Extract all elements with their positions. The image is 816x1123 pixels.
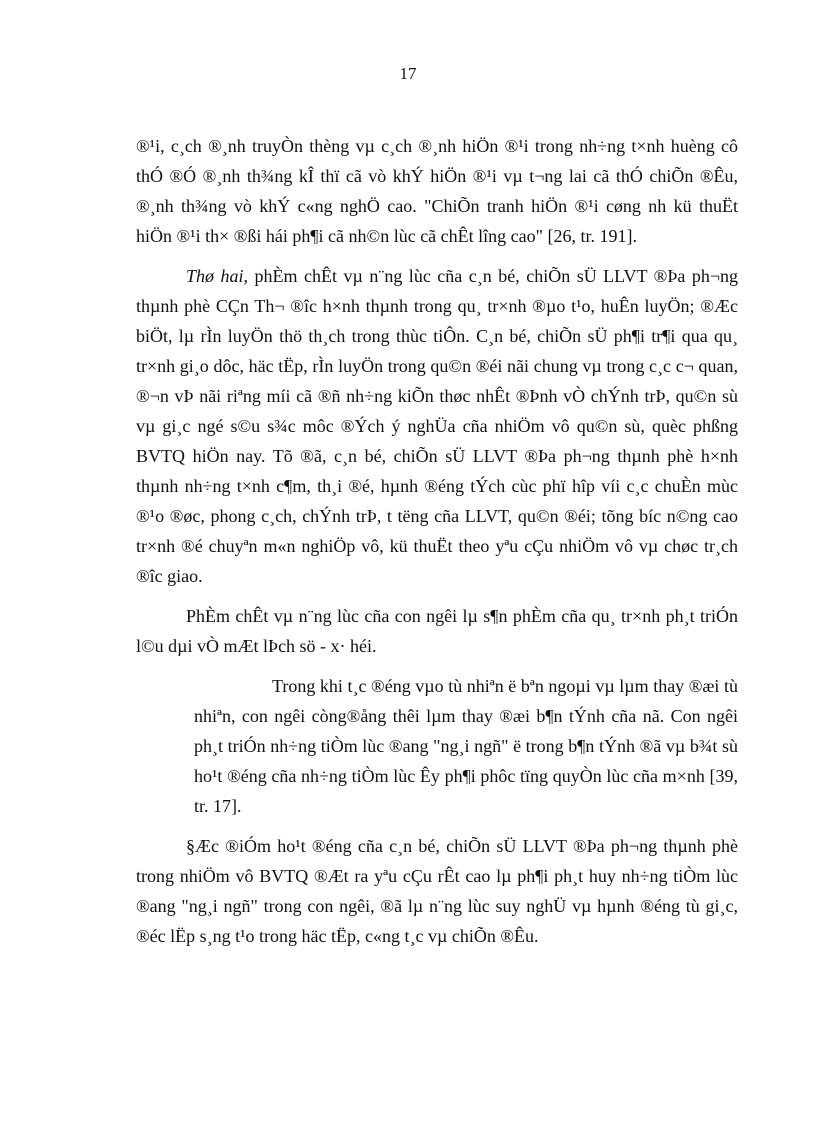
paragraph-4: §Æc ®iÓm ho¹t ®éng cña c¸n bé, chiÕn sÜ LLVT ®Þa ph¬ng thµnh phè trong nhiÖm vô BVTQ ®Æt ra yªu cÇu rÊt cao lµ ph¶i ph¸t huy nh÷ng tiÒm lùc ®ang "ng¸i ngñ" trong con ngêi, ®ã lµ n¨ng lùc suy nghÜ vµ hµnh ®éng tù gi¸c, ®éc lËp s¸ng t¹o trong häc tËp, c«ng t¸c vµ chiÕn ®Êu.	[136, 836, 738, 946]
paragraph-3: PhÈm chÊt vµ n¨ng lùc cña con ngêi lµ s¶n phÈm cña qu¸ tr×nh ph¸t triÓn l©u dµi vÒ mÆt lÞch sö - x· héi.	[136, 606, 738, 656]
page-number: 17	[399, 64, 417, 83]
paragraph-2	[136, 261, 738, 591]
paragraph-2-lead: Thø hai	[186, 266, 244, 286]
paragraph-2-body: , phÈm chÊt vµ n¨ng lùc cña c¸n bé, chiÕn sÜ LLVT ®Þa ph¬ng thµnh phè CÇn Th¬ ®îc h×nh thµnh trong qu¸ tr×nh ®µo t¹o, huÊn luyÖn; ®Æc biÖt, lµ rÌn luyÖn thö th¸ch trong thùc tiÔn. C¸n bé, chiÕn sÜ ph¶i tr¶i qua qu¸ tr×nh gi¸o dôc, häc tËp, rÌn luyÖn trong qu©n ®éi nãi chung vµ trong c¸c c¬ quan, ®¬n vÞ nãi riªng míi cã ®ñ nh÷ng kiÕn thøc nhÊt ®Þnh vÒ chÝnh trÞ, qu©n sù vµ gi¸c ngé s©u s¾c môc ®Ých ý nghÜa cña nhiÖm vô qu©n sù, quèc phßng BVTQ hiÖn nay. Tõ ®ã, c¸n bé, chiÕn sÜ LLVT ®Þa ph¬ng thµnh phè h×nh thµnh nh÷ng t×nh c¶m, th¸i ®é, hµnh ®éng tÝch cùc phï hîp víi c¸c chuÈn mùc ®¹o ®øc, phong c¸ch, chÝnh trÞ, t tëng cña LLVT, qu©n ®éi; tõng bíc n©ng cao tr×nh ®é chuyªn m«n nghiÖp vô, kü thuËt theo yªu cÇu nhiÖm vô vµ chøc tr¸ch ®îc giao.	[136, 266, 739, 586]
paragraph-1: ®¹i, c¸ch ®¸nh truyÒn thèng vµ c¸ch ®¸nh hiÖn ®¹i trong nh÷ng t×nh huèng cô thÓ ®Ó ®¸nh th¾ng kÎ thï cã vò khÝ hiÖn ®¹i vµ t¬ng lai cã thÓ chiÕn ®Êu, ®¸nh th¾ng vò khÝ c«ng nghÖ cao. "ChiÕn tranh hiÖn ®¹i cøng nh kü thuËt hiÖn ®¹i th× ®ßi hái ph¶i cã nh©n lùc cã chÊt lîng cao" [26, tr. 191].	[136, 136, 738, 246]
document-body	[136, 131, 738, 951]
block-quote: Trong khi t¸c ®éng vµo tù nhiªn ë bªn ngoµi vµ lµm thay ®æi tù nhiªn, con ngêi còng®ång thêi lµm thay ®æi b¶n tÝnh cña nã. Con ngêi ph¸t triÓn nh÷ng tiÒm lùc ®ang "ng¸i ngñ" ë trong b¶n tÝnh ®ã vµ b¾t sù ho¹t ®éng cña nh÷ng tiÒm lùc Êy ph¶i phôc tïng quyÒn lùc cña m×nh [39, tr. 17].	[194, 676, 738, 816]
